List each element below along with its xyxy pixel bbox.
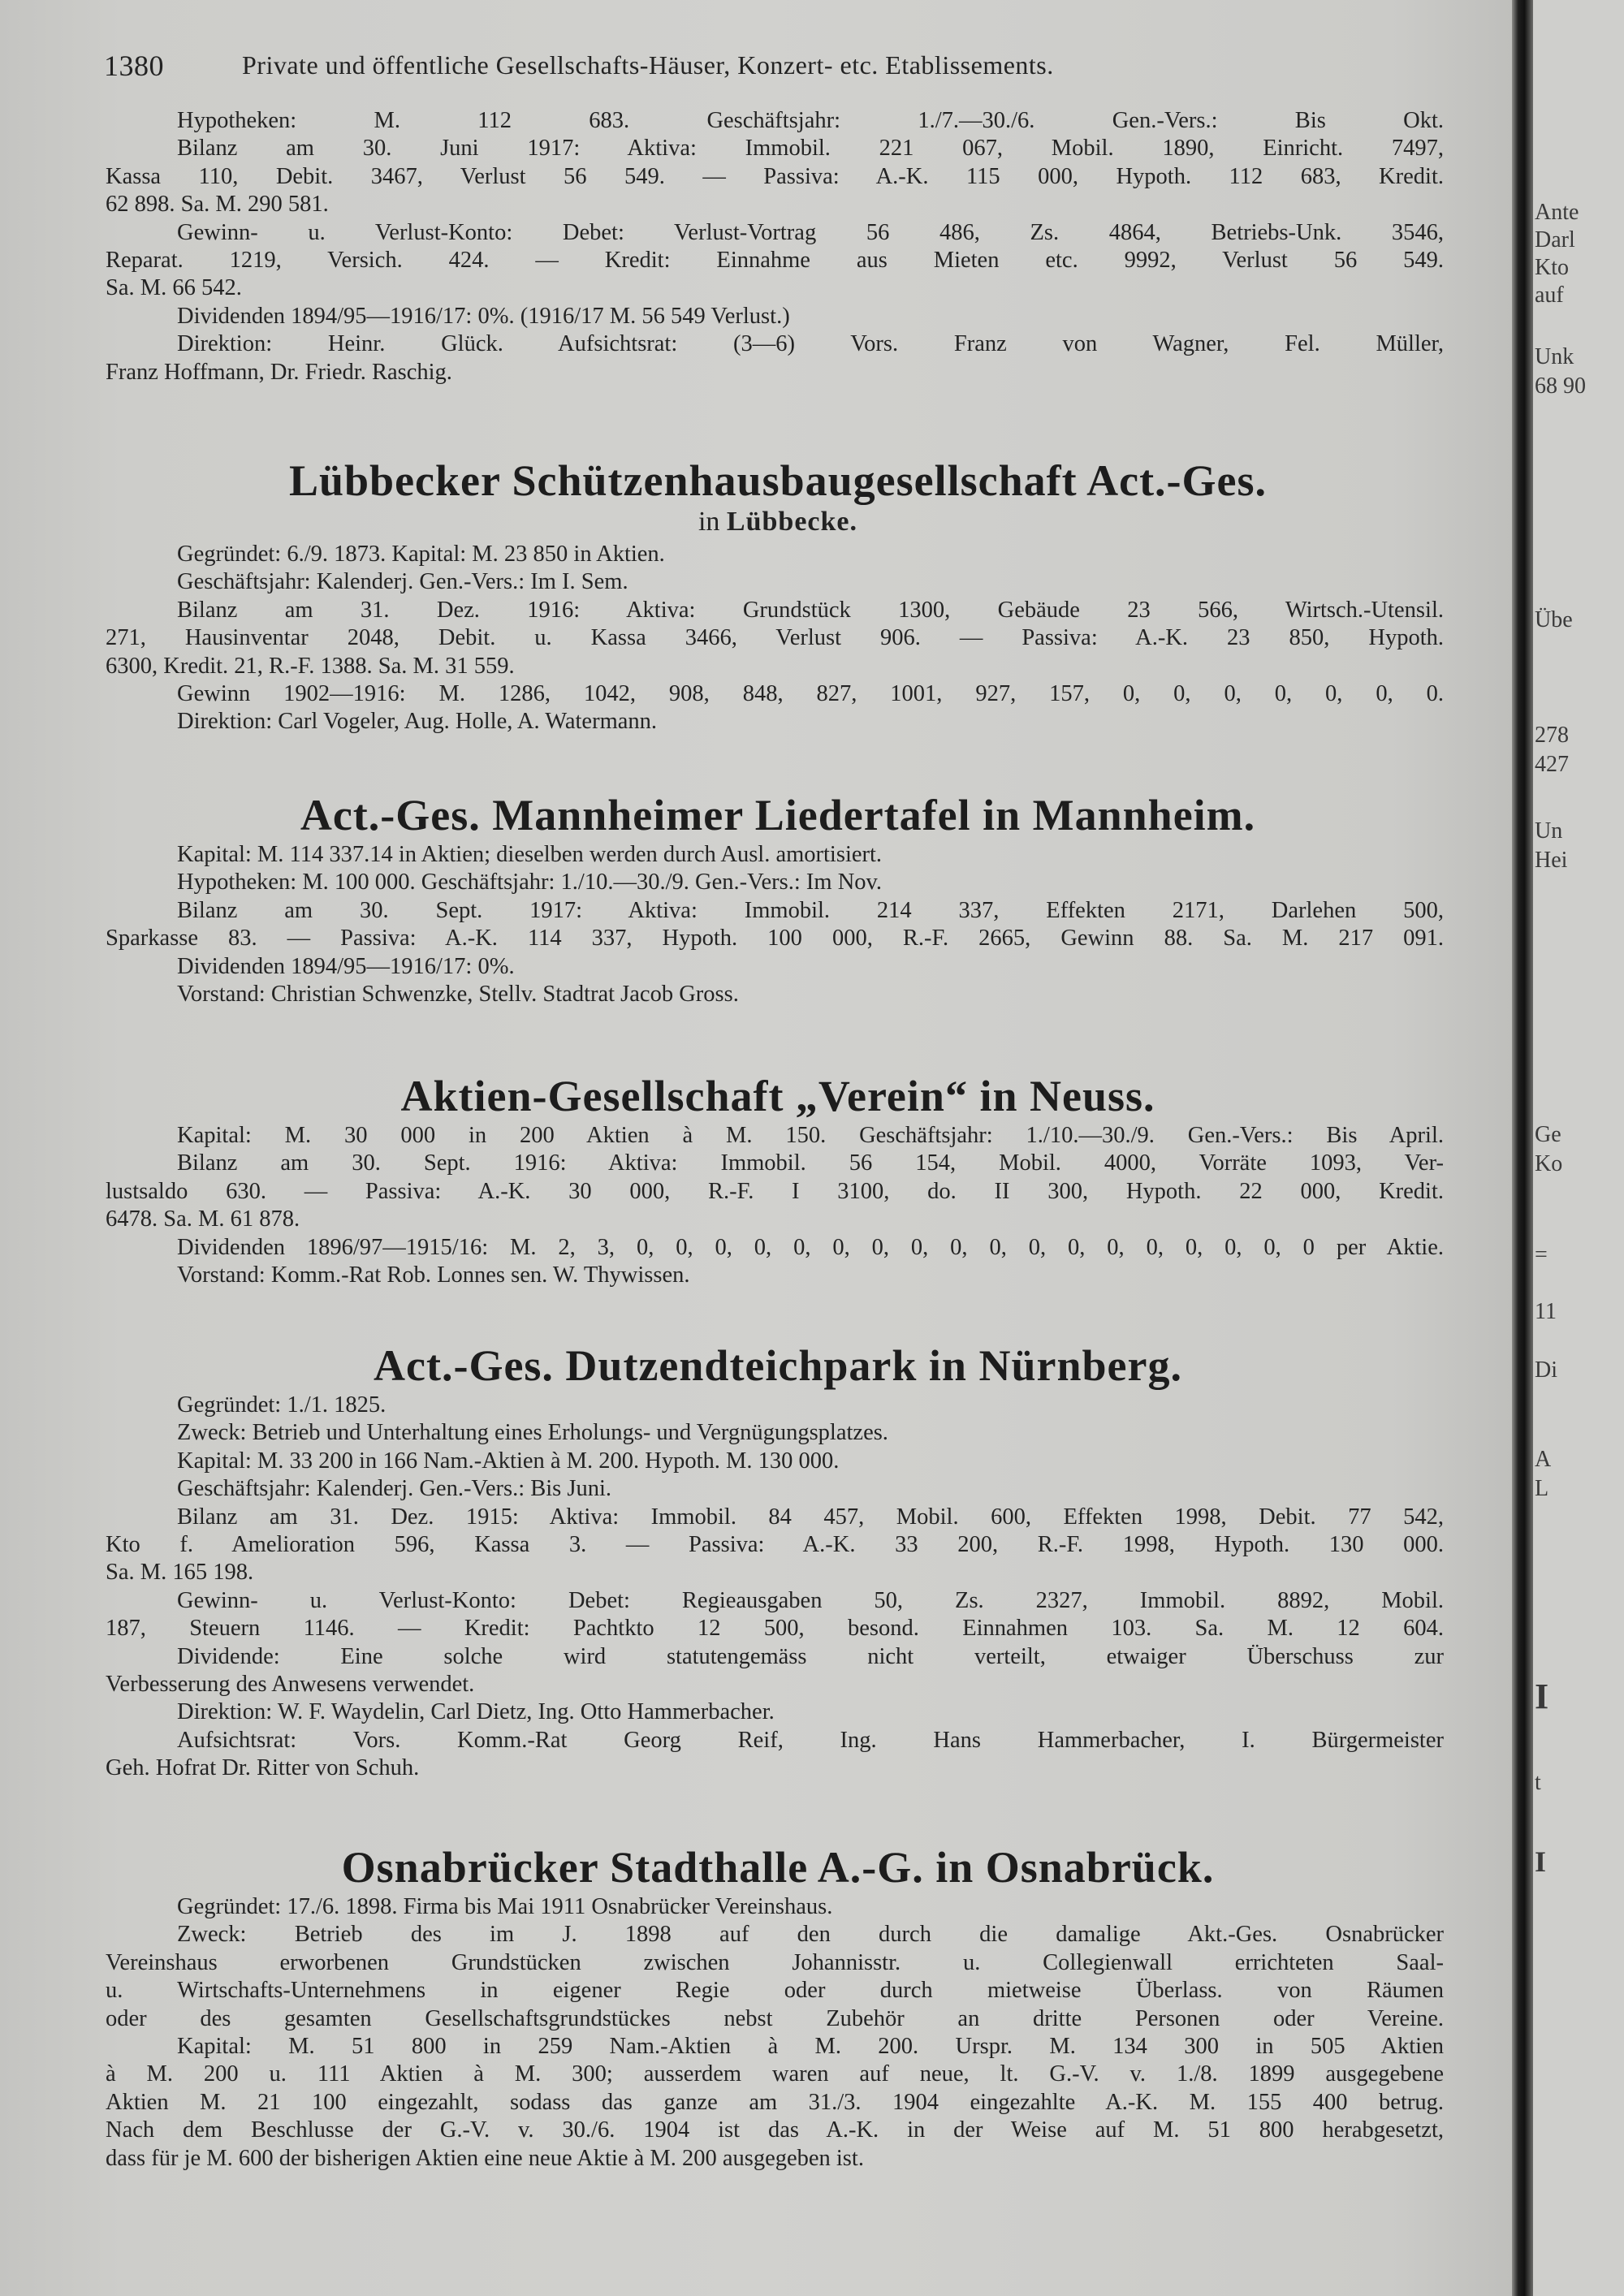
entry-line: Geschäftsjahr: Kalenderj. Gen.-Vers.: Bis Juni.: [177, 1476, 612, 1502]
entry-line: Dividenden 1896/97—1915/16: M. 2, 3, 0, 0, 0, 0, 0, 0, 0, 0, 0, 0, 0, 0, 0, 0, 0, 0, 0, 0 per Aktie.: [177, 1234, 1444, 1260]
entry-line: dass für je M. 600 der bisherigen Aktien eine neue Aktie à M. 200 ausgegeben ist.: [106, 2145, 864, 2171]
entry-neuss: [106, 1070, 1444, 1289]
entry-line: Zweck: Betrieb des im J. 1898 auf den durch die damalige Akt.-Ges. Osnabrücker: [177, 1922, 1444, 1948]
entry-line: Franz Hoffmann, Dr. Friedr. Raschig.: [106, 359, 452, 385]
entry-line: oder des gesamten Gesellschaftsgrundstückes nebst Zubehör an dritte Personen oder Vereine.: [106, 2005, 1444, 2031]
entry-line: Gegründet: 1./1. 1825.: [177, 1392, 387, 1418]
entry-line: Bilanz am 31. Dez. 1915: Aktiva: Immobil. 84 457, Mobil. 600, Effekten 1998, Debit. 77 542,: [177, 1504, 1444, 1530]
adjacent-text-fragment: Darl: [1535, 227, 1575, 252]
entry-title: Act.-Ges. Mannheimer Liedertafel in Mannheim.: [300, 791, 1256, 839]
page-number: 1380: [104, 50, 164, 82]
entry-line: u. Wirtschafts-Unternehmens in eigener Regie oder durch mietweise Überlass. von Räumen: [106, 1978, 1444, 2004]
entry-mannheim: [106, 789, 1444, 1008]
entry-continuation: [106, 107, 1444, 386]
entry-line: Gewinn- u. Verlust-Konto: Debet: Regieausgaben 50, Zs. 2327, Immobil. 8892, Mobil.: [177, 1587, 1444, 1613]
entry-line: Kapital: M. 33 200 in 166 Nam.-Aktien à M. 200. Hypoth. M. 130 000.: [177, 1448, 840, 1474]
entry-title: Osnabrücker Stadthalle A.-G. in Osnabrück.: [341, 1843, 1215, 1892]
entry-line: Hypotheken: M. 112 683. Geschäftsjahr: 1./7.—30./6. Gen.-Vers.: Bis Okt.: [177, 108, 1444, 133]
entry-line: lustsaldo 630. — Passiva: A.-K. 30 000, R.-F. I 3100, do. II 300, Hypoth. 22 000, Kredit.: [106, 1178, 1444, 1204]
entry-line: Gegründet: 6./9. 1873. Kapital: M. 23 850 in Aktien.: [177, 542, 665, 567]
entry-line: Sa. M. 165 198.: [106, 1560, 254, 1586]
entry-line: Bilanz am 31. Dez. 1916: Aktiva: Grundstück 1300, Gebäude 23 566, Wirtsch.-Utensil.: [177, 597, 1444, 623]
entry-line: Sparkasse 83. — Passiva: A.-K. 114 337, Hypoth. 100 000, R.-F. 2665, Gewinn 88. Sa. M. 217 091.: [106, 926, 1444, 952]
entry-line: Nach dem Beschlusse der G.-V. v. 30./6. 1904 ist das A.-K. in der Weise auf M. 51 800 herabgesetzt,: [106, 2117, 1444, 2143]
entry-line: Bilanz am 30. Sept. 1916: Aktiva: Immobil. 56 154, Mobil. 4000, Vorräte 1093, Ver-: [177, 1150, 1444, 1176]
entry-line: Geh. Hofrat Dr. Ritter von Schuh.: [106, 1755, 420, 1781]
entry-line: Vorstand: Komm.-Rat Rob. Lonnes sen. W. Thywissen.: [177, 1262, 690, 1288]
entry-subtitle-place: Lübbecke.: [726, 507, 858, 537]
entry-subtitle: [112, 507, 1444, 537]
entry-line: Verbesserung des Anwesens verwendet.: [106, 1672, 475, 1698]
entry-line: Sa. M. 66 542.: [106, 275, 242, 301]
entry-line: Geschäftsjahr: Kalenderj. Gen.-Vers.: Im I. Sem.: [177, 569, 628, 595]
entry-osnabrueck: [106, 1841, 1444, 2173]
running-title: Private und öffentliche Gesellschafts-Häuser, Konzert- etc. Etablissements.: [242, 50, 1054, 80]
entry-line: Kapital: M. 51 800 in 259 Nam.-Aktien à M. 200. Urspr. M. 134 300 in 505 Aktien: [177, 2034, 1444, 2060]
entry-title: Lübbecker Schützenhausbaugesellschaft Act.-Ges.: [288, 456, 1268, 505]
entry-line: Zweck: Betrieb und Unterhaltung eines Erholungs- und Vergnügungsplatzes.: [177, 1420, 888, 1446]
entry-line: Direktion: W. F. Waydelin, Carl Dietz, Ing. Otto Hammerbacher.: [177, 1699, 775, 1725]
adjacent-text-fragment: Übe: [1535, 607, 1573, 632]
adjacent-text-fragment: auf: [1535, 283, 1564, 308]
entry-line: 271, Hausinventar 2048, Debit. u. Kassa 3466, Verlust 906. — Passiva: A.-K. 23 850, Hypoth.: [106, 625, 1444, 651]
entry-line: Reparat. 1219, Versich. 424. — Kredit: Einnahme aus Mieten etc. 9992, Verlust 56 549.: [106, 248, 1444, 274]
entry-line: Dividende: Eine solche wird statutengemäss nicht verteilt, etwaiger Überschuss zur: [177, 1643, 1444, 1669]
adjacent-text-fragment: Ko: [1535, 1151, 1563, 1176]
entry-line: Bilanz am 30. Juni 1917: Aktiva: Immobil. 221 067, Mobil. 1890, Einricht. 7497,: [177, 136, 1444, 162]
entry-nuernberg: [106, 1340, 1444, 1783]
adjacent-text-fragment: 68 90: [1535, 373, 1586, 399]
adjacent-text-fragment: Hei: [1535, 848, 1568, 873]
adjacent-text-fragment: =: [1535, 1242, 1548, 1267]
entry-line: Dividenden 1894/95—1916/17: 0%. (1916/17 M. 56 549 Verlust.): [177, 303, 790, 329]
adjacent-text-fragment: Di: [1535, 1357, 1557, 1383]
entry-line: Kapital: M. 30 000 in 200 Aktien à M. 150. Geschäftsjahr: 1./10.—30./9. Gen.-Vers.: Bis April.: [177, 1123, 1444, 1148]
entry-line: Aktien M. 21 100 eingezahlt, sodass das ganze am 31./3. 1904 eingezahlte A.-K. M. 155 400 betrug.: [106, 2089, 1444, 2115]
adjacent-page-edge: [1533, 0, 1624, 2296]
book-gutter: [1512, 0, 1533, 2296]
adjacent-text-fragment: 427: [1535, 752, 1569, 777]
adjacent-text-fragment: I: [1535, 1845, 1547, 1878]
entry-line: Direktion: Heinr. Glück. Aufsichtsrat: (3—6) Vors. Franz von Wagner, Fel. Müller,: [177, 331, 1444, 357]
entry-line: 62 898. Sa. M. 290 581.: [106, 192, 329, 218]
entry-line: Kto f. Amelioration 596, Kassa 3. — Passiva: A.-K. 33 200, R.-F. 1998, Hypoth. 130 000.: [106, 1532, 1444, 1558]
entry-title: Act.-Ges. Dutzendteichpark in Nürnberg.: [374, 1341, 1182, 1390]
entry-line: Gewinn- u. Verlust-Konto: Debet: Verlust-Vortrag 56 486, Zs. 4864, Betriebs-Unk. 3546,: [177, 219, 1444, 245]
entry-line: Bilanz am 30. Sept. 1917: Aktiva: Immobil. 214 337, Effekten 2171, Darlehen 500,: [177, 897, 1444, 923]
entry-line: Gegründet: 17./6. 1898. Firma bis Mai 1911 Osnabrücker Vereinshaus.: [177, 1894, 833, 1919]
entry-line: Kassa 110, Debit. 3467, Verlust 56 549. — Passiva: A.-K. 115 000, Hypoth. 112 683, Kredit.: [106, 163, 1444, 189]
entry-line: Aufsichtsrat: Vors. Komm.-Rat Georg Reif, Ing. Hans Hammerbacher, I. Bürgermeister: [177, 1727, 1444, 1753]
entry-line: 187, Steuern 1146. — Kredit: Pachtkto 12 500, besond. Einnahmen 103. Sa. M. 12 604.: [106, 1616, 1444, 1642]
adjacent-text-fragment: 11: [1535, 1299, 1557, 1324]
entry-line: Dividenden 1894/95—1916/17: 0%.: [177, 953, 515, 979]
entry-luebbecke: [106, 455, 1444, 736]
entry-line: 6478. Sa. M. 61 878.: [106, 1206, 300, 1232]
entry-line: 6300, Kredit. 21, R.-F. 1388. Sa. M. 31 559.: [106, 653, 515, 679]
adjacent-text-fragment: 278: [1535, 723, 1569, 748]
entry-line: Hypotheken: M. 100 000. Geschäftsjahr: 1./10.—30./9. Gen.-Vers.: Im Nov.: [177, 870, 883, 896]
entry-line: Vorstand: Christian Schwenzke, Stellv. Stadtrat Jacob Gross.: [177, 982, 739, 1008]
adjacent-text-fragment: Ante: [1535, 200, 1579, 225]
entry-line: Direktion: Carl Vogeler, Aug. Holle, A. Watermann.: [177, 709, 658, 735]
entry-line: Kapital: M. 114 337.14 in Aktien; dieselben werden durch Ausl. amortisiert.: [177, 842, 883, 867]
adjacent-text-fragment: Kto: [1535, 255, 1569, 280]
adjacent-text-fragment: L: [1535, 1476, 1549, 1501]
adjacent-text-fragment: Un: [1535, 818, 1563, 844]
adjacent-text-fragment: A: [1535, 1447, 1552, 1472]
entry-subtitle-prefix: in: [698, 507, 720, 537]
entry-line: Gewinn 1902—1916: M. 1286, 1042, 908, 848, 827, 1001, 927, 157, 0, 0, 0, 0, 0, 0, 0.: [177, 681, 1444, 707]
entry-line: Vereinshaus erworbenen Grundstücken zwischen Johannisstr. u. Collegienwall errichteten Saal-: [106, 1949, 1444, 1975]
adjacent-text-fragment: t: [1535, 1770, 1541, 1795]
entry-title: Aktien-Gesellschaft „Verein“ in Neuss.: [400, 1072, 1155, 1120]
adjacent-text-fragment: I: [1535, 1677, 1549, 1716]
adjacent-text-fragment: Ge: [1535, 1122, 1561, 1147]
adjacent-text-fragment: Unk: [1535, 344, 1574, 369]
entry-line: à M. 200 u. 111 Aktien à M. 300; ausserdem waren auf neue, lt. G.-V. v. 1./8. 1899 ausgegebene: [106, 2061, 1444, 2087]
